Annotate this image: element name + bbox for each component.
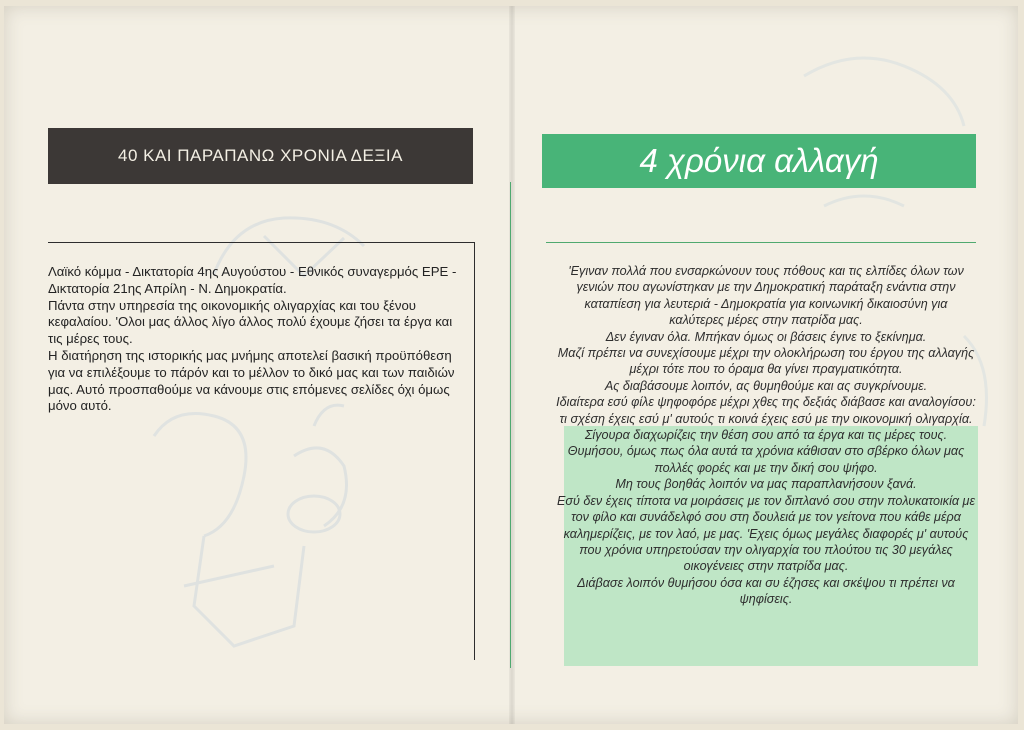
left-rule-vertical — [474, 242, 475, 660]
left-paragraph: Λαϊκό κόμμα - Δικτατορία 4ης Αυγούστου - Εθνικός συναγερμός ΕΡΕ - Δικτατορία 21ης Απρίλη - Ν. Δημοκρατία. — [48, 264, 457, 296]
right-paragraph: Μη τους βοηθάς λοιπόν να μας παραπλανήσουν ξανά. — [615, 477, 917, 492]
right-body-text — [556, 263, 976, 608]
right-column-title: 4 χρόνια αλλαγή — [542, 134, 976, 188]
right-paragraph: Διάβασε λοιπόν θυμήσου όσα και συ έζησες και σκέψου τι πρέπει να ψηφίσεις. — [577, 575, 955, 607]
right-paragraph: Ιδιαίτερα εσύ φίλε ψηφοφόρε μέχρι χθες της δεξιάς διάβασε και αναλογίσου: τι σχέση έχεις εσύ μ' αυτούς τι κοινά έχεις εσύ με την οικονομική ολιγαρχία. Σίγουρα διαχωρίζεις την θέση σου από τα έργα και τις μέρες τους. Θυμήσου, όμως πως όλα αυτά τα χρόνια κάθισαν στο σβέρκο όλων μας πολλές φορές και με την δική σου ψήφο. — [556, 395, 976, 475]
right-rule-horizontal — [546, 242, 976, 243]
brochure-spread — [4, 6, 1018, 724]
right-paragraph: Μαζί πρέπει να συνεχίσουμε μέχρι την ολοκλήρωση του έργου της αλλαγής μέχρι τότε που το όραμα θα γίνει πραγματικότητα. — [557, 346, 975, 377]
left-rule-horizontal — [48, 242, 474, 243]
right-rule-vertical — [510, 182, 511, 668]
right-paragraph: Εσύ δεν έχεις τίποτα να μοιράσεις με τον διπλανό σου στην πολυκατοικία με τον φίλο και συνάδελφό σου στη δουλειά με τον γείτονα που κάθε μέρα καλημερίζεις, με τον λαό, με μας. 'Εχεις όμως μεγάλες διαφορές μ' αυτούς που χρόνια υπηρετούσαν την ολιγαρχία του πλούτου τις 30 μεγάλες οικογένειες στην πατρίδα μας. — [556, 493, 975, 574]
left-paragraph: Η διατήρηση της ιστορικής μας μνήμης αποτελεί βασική προϋπόθεση για να επιλέξουμε το πάρόν και το μέλλον το δικό μας και των παιδιών μας. Αυτό προσπαθούμε να κάνουμε στις επόμενες σελίδες όχι όμως μόνο αυτό. — [48, 347, 455, 414]
right-paragraph: 'Εγιναν πολλά που ενσαρκώνουν τους πόθους και τις ελπίδες όλων των γενιών που αγωνίστηκαν με την Δημοκρατική παράταξη ενάντια στην καταπίεση για λευτεριά - Δημοκρατία για κοινωνική δικαιοσύνη για καλύτερες μέρες στην πατρίδα μας. — [568, 264, 964, 328]
left-body-text — [48, 264, 468, 415]
right-paragraph: Δεν έγιναν όλα. Μπήκαν όμως οι βάσεις έγινε το ξεκίνημα. — [605, 329, 927, 344]
right-paragraph: Ας διαβάσουμε λοιπόν, ας θυμηθούμε και ας συγκρίνουμε. — [604, 378, 928, 393]
left-paragraph: Πάντα στην υπηρεσία της οικονομικής ολιγαρχίας και του ξένου κεφαλαίου. 'Ολοι μας άλλος λίγο άλλος πολύ έχουμε ζήσει τα έργα και τις μέρες τους. — [48, 297, 453, 347]
left-column-title: 40 ΚΑΙ ΠΑΡΑΠΑΝΩ ΧΡΟΝΙΑ ΔΕΞΙΑ — [48, 128, 473, 184]
